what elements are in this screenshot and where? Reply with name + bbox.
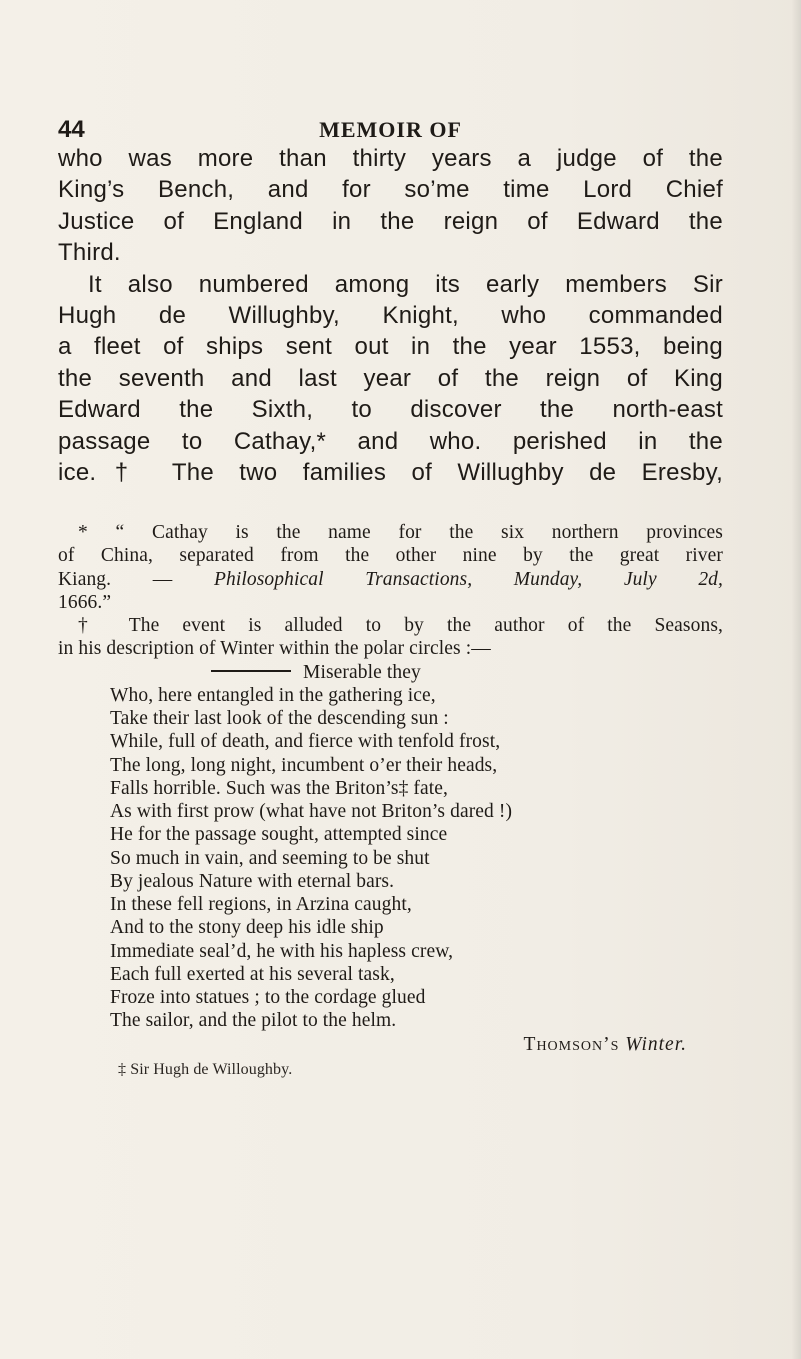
running-head: MEMOIR OF	[319, 117, 462, 142]
main-text-line: the seventh and last year of the reign of King	[58, 364, 723, 392]
footnote-cathay-citation: Philosophical Transactions, Munday, July 2d,	[213, 568, 723, 590]
poem-line: As with first prow (what have not Briton’s dared !)	[110, 801, 513, 822]
attribution-author: Thomson’s	[523, 1033, 620, 1055]
poem-line: Who, here entangled in the gathering ice,	[110, 684, 436, 706]
footnote-event-line: † The event is alluded to by the author of the Seasons,	[78, 615, 723, 636]
main-text	[58, 143, 723, 488]
footnote-cathay-line: 1666.”	[58, 591, 112, 613]
poem-line: Each full exerted at his several task,	[110, 963, 395, 985]
footnote-cathay-line: * “ Cathay is the name for the six northern provinces	[78, 522, 723, 543]
main-text-line: It also numbered among its early members Sir	[88, 270, 723, 298]
main-text-line: King’s Bench, and for so’me time Lord Chief	[58, 176, 723, 204]
main-text-line: a fleet of ships sent out in the year 1553, being	[58, 333, 723, 361]
poem-first-line-text: Miserable they	[303, 661, 421, 683]
poem-line: Falls horrible. Such was the Briton’s‡ fate,	[110, 777, 449, 799]
poem-line: Froze into statues ; to the cordage glued	[110, 987, 426, 1008]
main-text-line: Edward the Sixth, to discover the north-east	[58, 396, 723, 424]
poem-line: While, full of death, and fierce with tenfold frost,	[110, 731, 501, 753]
poem-dash-rule	[211, 670, 291, 672]
poem-attribution	[58, 1033, 723, 1056]
poem-first-line	[58, 661, 723, 684]
poem-line: He for the passage sought, attempted since	[110, 824, 448, 846]
footnote-event-line: in his description of Winter within the polar circles :—	[58, 638, 491, 660]
attribution-work: Winter.	[625, 1033, 687, 1055]
page-edge-shadow	[791, 0, 801, 1359]
poem-line: Immediate seal’d, he with his hapless crew,	[110, 940, 454, 962]
poem-line: The long, long night, incumbent o’er their heads,	[110, 754, 498, 776]
poem-line: And to the stony deep his idle ship	[110, 917, 384, 939]
poem-line: In these fell regions, in Arzina caught,	[110, 894, 412, 915]
footnote-cathay-line	[58, 568, 723, 591]
poem-line: The sailor, and the pilot to the helm.	[110, 1010, 397, 1032]
poem-line: By jealous Nature with eternal bars.	[110, 870, 395, 892]
footnote-cathay-line: of China, separated from the other nine by the great river	[58, 545, 723, 567]
main-text-line: Third.	[58, 239, 121, 267]
poem-line: Take their last look of the descending sun :	[110, 708, 449, 729]
page-number: 44	[58, 116, 85, 143]
main-text-line: Justice of England in the reign of Edward the	[58, 207, 723, 235]
main-text-line: Hugh de Willughby, Knight, who commanded	[58, 301, 723, 329]
main-text-line: passage to Cathay,* and who. perished in the	[58, 427, 723, 455]
footnotes	[58, 521, 723, 1081]
subnote-willoughby: ‡ Sir Hugh de Willoughby.	[118, 1060, 293, 1078]
footnote-cathay-plain: Kiang. —	[58, 568, 214, 590]
poem-line: So much in vain, and seeming to be shut	[110, 847, 430, 869]
main-text-line: ice.† The two families of Willughby de Eresby,	[58, 458, 723, 486]
main-text-line: who was more than thirty years a judge of the	[58, 145, 723, 172]
